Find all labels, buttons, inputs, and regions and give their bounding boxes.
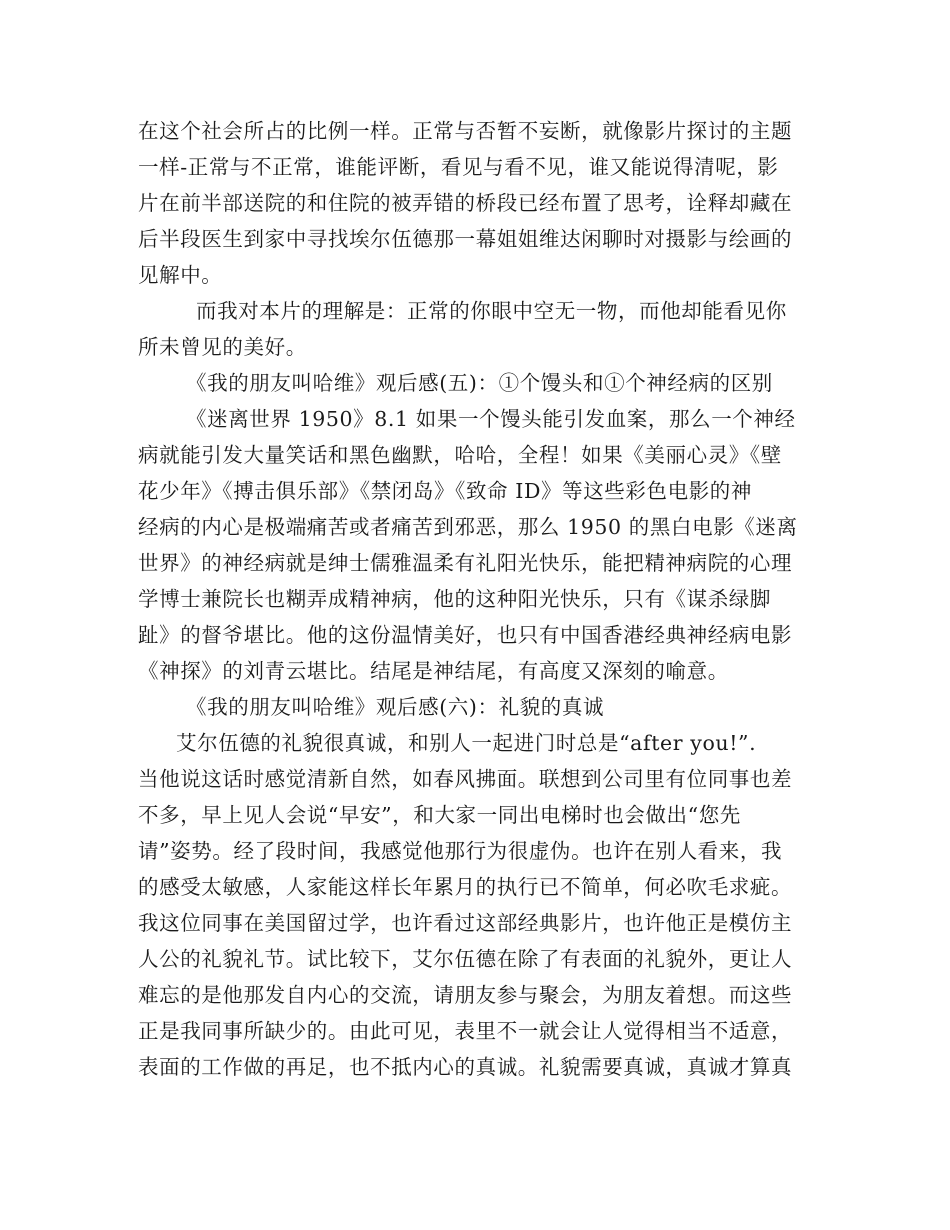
paragraph-line: 一样-正常与不正常，谁能评断，看见与看不见，谁又能说得清呢，影 (138, 155, 779, 179)
paragraph-line: 世界》的神经病就是绅士儒雅温柔有礼阳光快乐，能把精神病院的心理 (138, 551, 793, 575)
paragraph-line: 请”姿势。经了段时间，我感觉他那行为很虚伪。也许在别人看来，我 (138, 839, 783, 863)
paragraph-line: 片在前半部送院的和住院的被弄错的桥段已经布置了思考，诠释却藏在 (138, 191, 793, 215)
section-heading: 《我的朋友叫哈维》观后感(六)：礼貌的真诚 (186, 695, 605, 719)
paragraph-line: 后半段医生到家中寻找埃尔伍德那一幕姐姐维达闲聊时对摄影与绘画的 (138, 227, 793, 251)
paragraph-line: 病就能引发大量笑话和黑色幽默，哈哈，全程！如果《美丽心灵》《壁 (138, 443, 782, 467)
paragraph-line: 而我对本片的理解是：正常的你眼中空无一物，而他却能看见你 (196, 299, 787, 323)
paragraph-line: 见解中。 (138, 263, 223, 287)
paragraph-line: 表面的工作做的再足，也不抵内心的真诚。礼貌需要真诚，真诚才算真 (138, 1055, 793, 1079)
paragraph-line: 艾尔伍德的礼貌很真诚，和别人一起进门时总是“after you!”. (176, 731, 757, 755)
paragraph-line: 学博士兼院长也糊弄成精神病，他的这种阳光快乐，只有《谋杀绿脚 (138, 587, 771, 611)
paragraph-line: 《迷离世界 1950》8.1 如果一个馒头能引发血案，那么一个神经 (186, 407, 796, 431)
paragraph-line: 的感受太敏感，人家能这样长年累月的执行已不简单，何必吹毛求疵。 (138, 875, 793, 899)
paragraph-line: 人公的礼貌礼节。试比较下，艾尔伍德在除了有表面的礼貌外，更让人 (138, 947, 793, 971)
paragraph-line: 当他说这话时感觉清新自然，如春风拂面。联想到公司里有位同事也差 (138, 767, 793, 791)
paragraph-line: 趾》的督爷堪比。他的这份温情美好，也只有中国香港经典神经病电影 (138, 623, 793, 647)
paragraph-line: 花少年》《搏击俱乐部》《禁闭岛》《致命 ID》等这些彩色电影的神 (138, 479, 752, 503)
section-heading: 《我的朋友叫哈维》观后感(五)：①个馒头和①个神经病的区别 (186, 371, 773, 395)
paragraph-line: 我这位同事在美国留过学，也许看过这部经典影片，也许他正是模仿主 (138, 911, 793, 935)
paragraph-line: 正是我同事所缺少的。由此可见，表里不一就会让人觉得相当不适意， (138, 1019, 793, 1043)
paragraph-line: 不多，早上见人会说“早安”，和大家一同出电梯时也会做出“您先 (138, 803, 741, 827)
paragraph-line: 在这个社会所占的比例一样。正常与否暂不妄断，就像影片探讨的主题 (138, 119, 793, 143)
paragraph-line: 难忘的是他那发自内心的交流，请朋友参与聚会，为朋友着想。而这些 (138, 983, 793, 1007)
paragraph-line: 所未曾见的美好。 (138, 335, 307, 359)
paragraph-line: 经病的内心是极端痛苦或者痛苦到邪恶，那么 1950 的黑白电影《迷离 (138, 515, 798, 539)
paragraph-line: 《神探》的刘青云堪比。结尾是神结尾，有高度又深刻的喻意。 (138, 659, 729, 683)
